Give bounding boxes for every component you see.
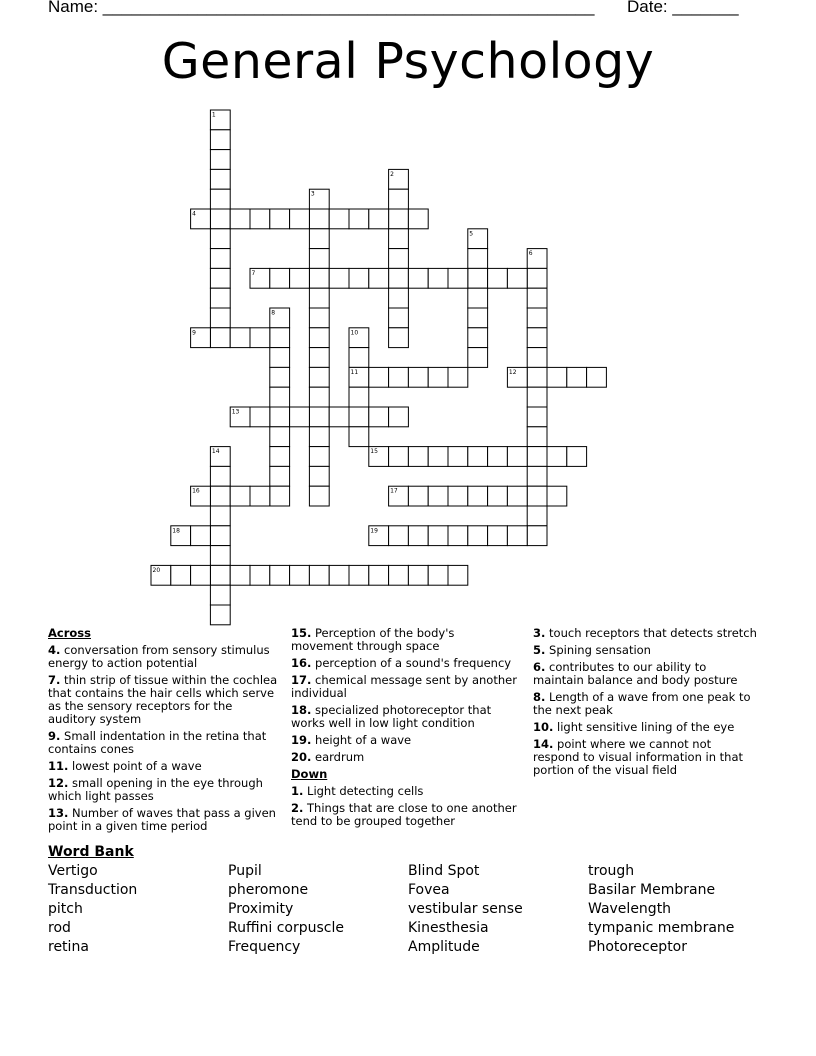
grid-cell[interactable] — [488, 268, 508, 288]
word-bank-item: Amplitude — [408, 939, 480, 955]
clue-down — [291, 802, 519, 828]
grid-cell[interactable] — [389, 328, 409, 348]
grid-cell[interactable] — [468, 348, 488, 368]
grid-cell[interactable] — [389, 565, 409, 585]
clue-text: height of a wave — [315, 733, 412, 747]
grid-cell[interactable] — [567, 367, 587, 387]
grid-cell[interactable] — [468, 526, 488, 546]
clue-text: chemical message sent by another individual — [291, 673, 517, 700]
grid-cell[interactable] — [290, 407, 310, 427]
clue-number: 18. — [291, 703, 312, 717]
grid-cell[interactable] — [527, 506, 547, 526]
grid-cell[interactable] — [270, 209, 290, 229]
grid-cell[interactable] — [428, 268, 448, 288]
clue-text: Number of waves that pass a given point in a given time period — [48, 806, 276, 833]
word-bank-item: rod — [48, 920, 71, 936]
grid-cell[interactable] — [567, 447, 587, 467]
grid-cell-number: 17 — [390, 487, 398, 495]
grid-cell[interactable] — [527, 348, 547, 368]
grid-cell[interactable] — [527, 447, 547, 467]
grid-cell[interactable] — [290, 268, 310, 288]
grid-cell[interactable] — [210, 169, 230, 189]
clue-text: perception of a sound's frequency — [315, 656, 512, 670]
clue-text: Things that are close to one another tend to be grouped together — [291, 801, 517, 828]
grid-cell[interactable] — [290, 209, 310, 229]
grid-cell-number: 20 — [152, 566, 161, 574]
grid-cell[interactable] — [210, 526, 230, 546]
grid-cell[interactable] — [527, 268, 547, 288]
grid-cell[interactable] — [309, 367, 329, 387]
grid-cell-number: 9 — [192, 329, 196, 337]
grid-cell[interactable] — [349, 348, 369, 368]
grid-cell[interactable] — [428, 486, 448, 506]
grid-cell-number: 18 — [172, 527, 180, 535]
grid-cell[interactable] — [488, 526, 508, 546]
grid-cell[interactable] — [210, 288, 230, 308]
down-heading: Down — [291, 767, 328, 781]
grid-cell[interactable] — [527, 466, 547, 486]
clue-text: Length of a wave from one peak to the next peak — [533, 690, 751, 717]
across-heading: Across — [48, 626, 91, 640]
clue-across — [48, 807, 280, 833]
grid-cell[interactable] — [270, 447, 290, 467]
grid-cell[interactable] — [210, 130, 230, 150]
grid-cell-number: 12 — [508, 368, 517, 376]
word-bank-column — [408, 862, 523, 957]
grid-cell-number: 1 — [211, 111, 216, 119]
clue-number: 11. — [48, 759, 69, 773]
clue-across — [48, 760, 280, 773]
clue-down — [533, 627, 758, 640]
grid-cell[interactable] — [210, 486, 230, 506]
word-bank-item: Transduction — [48, 882, 138, 898]
grid-cell[interactable] — [309, 348, 329, 368]
grid-cell[interactable] — [507, 268, 527, 288]
clue-across — [291, 751, 519, 764]
clue-down — [533, 738, 758, 777]
clue-across — [48, 644, 280, 670]
grid-cell[interactable] — [210, 466, 230, 486]
grid-cell-number: 8 — [271, 309, 276, 317]
clue-text: small opening in the eye through which light passes — [48, 776, 263, 803]
grid-cell[interactable] — [329, 268, 349, 288]
clue-number: 14. — [533, 737, 554, 751]
grid-cell[interactable] — [210, 546, 230, 566]
grid-cell[interactable] — [250, 486, 270, 506]
grid-cell[interactable] — [389, 209, 409, 229]
grid-cell[interactable] — [270, 268, 290, 288]
word-bank-column — [588, 862, 734, 957]
grid-cell[interactable] — [448, 367, 468, 387]
grid-cell[interactable] — [191, 526, 211, 546]
grid-cell[interactable] — [329, 407, 349, 427]
word-bank-item: tympanic membrane — [588, 920, 735, 936]
grid-cell-number: 19 — [370, 527, 378, 535]
grid-cell[interactable] — [547, 486, 567, 506]
grid-cell[interactable] — [468, 288, 488, 308]
clue-text: Small indentation in the retina that contains cones — [48, 729, 267, 756]
grid-cell-number: 10 — [350, 329, 359, 337]
grid-cell[interactable] — [468, 486, 488, 506]
grid-cell[interactable] — [507, 447, 527, 467]
grid-cell[interactable] — [448, 565, 468, 585]
grid-cell[interactable] — [468, 447, 488, 467]
grid-cell-number: 16 — [192, 487, 200, 495]
grid-cell-number: 7 — [251, 269, 256, 277]
clue-text: contributes to our ability to maintain balance and body posture — [533, 660, 738, 687]
grid-cell-number: 5 — [469, 230, 474, 238]
grid-cell[interactable] — [309, 328, 329, 348]
grid-cell[interactable] — [507, 486, 527, 506]
grid-cell[interactable] — [210, 249, 230, 269]
clue-across — [291, 704, 519, 730]
grid-cell[interactable] — [527, 407, 547, 427]
grid-cell[interactable] — [527, 288, 547, 308]
grid-cell[interactable] — [369, 268, 389, 288]
word-bank-item: Kinesthesia — [408, 920, 489, 936]
grid-cell[interactable] — [309, 249, 329, 269]
word-bank-item: pitch — [48, 901, 83, 917]
grid-cell[interactable] — [349, 407, 369, 427]
grid-cell-number: 14 — [211, 448, 220, 456]
word-bank-item: Fovea — [408, 882, 450, 898]
grid-cell[interactable] — [270, 466, 290, 486]
grid-cell[interactable] — [468, 249, 488, 269]
grid-cell[interactable] — [210, 605, 230, 625]
grid-cell[interactable] — [527, 427, 547, 447]
grid-cell[interactable] — [210, 506, 230, 526]
clue-text: Spining sensation — [549, 643, 651, 657]
grid-cell[interactable] — [309, 387, 329, 407]
grid-cell[interactable] — [349, 387, 369, 407]
grid-cell[interactable] — [210, 585, 230, 605]
grid-cell[interactable] — [210, 308, 230, 328]
clue-text: eardrum — [315, 750, 365, 764]
clue-down — [533, 644, 758, 657]
grid-cell[interactable] — [270, 348, 290, 368]
clue-number: 6. — [533, 660, 546, 674]
grid-cell[interactable] — [389, 288, 409, 308]
grid-cell[interactable] — [389, 447, 409, 467]
grid-cell[interactable] — [230, 209, 250, 229]
clue-number: 16. — [291, 656, 312, 670]
clue-number: 3. — [533, 626, 546, 640]
grid-cell[interactable] — [290, 565, 310, 585]
grid-cell[interactable] — [389, 407, 409, 427]
grid-cell[interactable] — [428, 565, 448, 585]
word-bank-item: Vertigo — [48, 863, 98, 879]
grid-cell[interactable] — [468, 328, 488, 348]
clues-column-3 — [533, 627, 758, 781]
grid-cell[interactable] — [270, 407, 290, 427]
grid-cell-number: 6 — [528, 250, 533, 258]
grid-cell-number: 11 — [350, 368, 359, 376]
date-field-label: Date: _______ — [627, 0, 739, 16]
grid-cell[interactable] — [210, 328, 230, 348]
grid-cell[interactable] — [270, 367, 290, 387]
grid-cell-number: 2 — [390, 170, 394, 178]
clue-number: 19. — [291, 733, 312, 747]
clue-number: 4. — [48, 643, 61, 657]
grid-cell[interactable] — [408, 486, 428, 506]
clue-text: light sensitive lining of the eye — [557, 720, 735, 734]
grid-cell[interactable] — [349, 427, 369, 447]
grid-cell[interactable] — [587, 367, 607, 387]
grid-cell[interactable] — [408, 268, 428, 288]
clue-text: touch receptors that detects stretch — [549, 626, 757, 640]
clue-number: 9. — [48, 729, 61, 743]
word-bank-item: pheromone — [228, 882, 309, 898]
grid-cell[interactable] — [389, 526, 409, 546]
grid-cell[interactable] — [270, 427, 290, 447]
grid-cell[interactable] — [309, 209, 329, 229]
grid-cell[interactable] — [488, 447, 508, 467]
grid-cell[interactable] — [389, 229, 409, 249]
grid-cell[interactable] — [250, 209, 270, 229]
clue-number: 7. — [48, 673, 61, 687]
grid-cell[interactable] — [389, 367, 409, 387]
grid-cell[interactable] — [468, 268, 488, 288]
grid-cell[interactable] — [507, 526, 527, 546]
grid-cell-number: 3 — [310, 190, 315, 198]
clue-number: 10. — [533, 720, 554, 734]
grid-cell[interactable] — [230, 486, 250, 506]
grid-cell[interactable] — [408, 565, 428, 585]
grid-cell[interactable] — [309, 466, 329, 486]
grid-cell[interactable] — [309, 308, 329, 328]
clue-number: 20. — [291, 750, 312, 764]
grid-cell-number: 15 — [370, 448, 378, 456]
word-bank-item: Wavelength — [588, 901, 672, 917]
grid-cell[interactable] — [270, 328, 290, 348]
clue-number: 1. — [291, 784, 304, 798]
word-bank-item: Proximity — [228, 901, 294, 917]
grid-cell[interactable] — [171, 565, 191, 585]
clues-column-1 — [48, 627, 280, 837]
grid-cell[interactable] — [250, 328, 270, 348]
grid-cell[interactable] — [389, 189, 409, 209]
clues-column-2 — [291, 627, 519, 832]
word-bank-item: Frequency — [228, 939, 301, 955]
grid-cell[interactable] — [349, 268, 369, 288]
word-bank-item: trough — [588, 863, 635, 879]
grid-cell[interactable] — [309, 565, 329, 585]
grid-cell[interactable] — [309, 447, 329, 467]
grid-cell[interactable] — [309, 268, 329, 288]
clue-across — [48, 730, 280, 756]
grid-cell[interactable] — [389, 308, 409, 328]
clue-down — [533, 691, 758, 717]
grid-cell[interactable] — [527, 486, 547, 506]
grid-cell[interactable] — [270, 486, 290, 506]
grid-cell[interactable] — [488, 486, 508, 506]
grid-cell[interactable] — [448, 268, 468, 288]
grid-cell[interactable] — [448, 447, 468, 467]
grid-cell[interactable] — [369, 209, 389, 229]
grid-cell[interactable] — [349, 565, 369, 585]
grid-cell[interactable] — [210, 268, 230, 288]
word-bank-item: Basilar Membrane — [588, 882, 716, 898]
clue-text: thin strip of tissue within the cochlea that contains the hair cells which serve as the sensory receptors for the auditory system — [48, 673, 278, 726]
clue-down — [291, 785, 519, 798]
grid-cell-number: 13 — [231, 408, 240, 416]
grid-cell[interactable] — [527, 387, 547, 407]
grid-cell[interactable] — [210, 229, 230, 249]
grid-cell[interactable] — [369, 565, 389, 585]
clue-across — [291, 657, 519, 670]
clue-down — [533, 661, 758, 687]
clue-number: 2. — [291, 801, 304, 815]
grid-cell[interactable] — [191, 565, 211, 585]
grid-cell[interactable] — [210, 189, 230, 209]
clue-text: point where we cannot not respond to visual information in that portion of the visual field — [533, 737, 744, 777]
page-title: General Psychology — [161, 33, 655, 90]
word-bank-item: Blind Spot — [408, 863, 480, 879]
clue-number: 5. — [533, 643, 546, 657]
grid-cell[interactable] — [547, 447, 567, 467]
clue-number: 12. — [48, 776, 69, 790]
clue-across — [291, 734, 519, 747]
clue-across — [48, 674, 280, 726]
word-bank-column — [48, 862, 137, 957]
word-bank-item: retina — [48, 939, 89, 955]
grid-cell[interactable] — [230, 565, 250, 585]
clue-number: 8. — [533, 690, 546, 704]
grid-cell[interactable] — [349, 209, 369, 229]
grid-cell[interactable] — [210, 150, 230, 170]
grid-cell[interactable] — [250, 565, 270, 585]
word-bank-column — [228, 862, 344, 957]
grid-cell[interactable] — [408, 209, 428, 229]
grid-cell[interactable] — [309, 407, 329, 427]
grid-cell-number: 4 — [192, 210, 196, 218]
clue-across — [291, 627, 519, 653]
grid-cell[interactable] — [329, 565, 349, 585]
grid-cell[interactable] — [527, 308, 547, 328]
grid-cell[interactable] — [309, 427, 329, 447]
name-field-label: Name: ____________________________________________________ — [48, 0, 595, 16]
grid-cell[interactable] — [250, 407, 270, 427]
grid-cell[interactable] — [270, 387, 290, 407]
grid-cell[interactable] — [270, 565, 290, 585]
grid-cell[interactable] — [448, 526, 468, 546]
grid-cell[interactable] — [547, 367, 567, 387]
grid-cell[interactable] — [468, 308, 488, 328]
grid-cell[interactable] — [309, 229, 329, 249]
word-bank-heading: Word Bank — [48, 844, 134, 860]
grid-cell[interactable] — [428, 447, 448, 467]
clue-text: conversation from sensory stimulus energy to action potential — [48, 643, 270, 670]
grid-cell[interactable] — [428, 526, 448, 546]
grid-cell[interactable] — [408, 367, 428, 387]
clue-number: 15. — [291, 626, 312, 640]
clue-text: Light detecting cells — [307, 784, 424, 798]
grid-cell[interactable] — [527, 367, 547, 387]
grid-cell[interactable] — [408, 447, 428, 467]
grid-cell[interactable] — [408, 526, 428, 546]
grid-cell[interactable] — [527, 526, 547, 546]
grid-cell[interactable] — [369, 407, 389, 427]
clue-text: lowest point of a wave — [72, 759, 202, 773]
grid-cell[interactable] — [448, 486, 468, 506]
clue-down — [533, 721, 758, 734]
clue-text: Perception of the body's movement through space — [291, 626, 455, 653]
grid-cell[interactable] — [309, 486, 329, 506]
grid-cell[interactable] — [210, 565, 230, 585]
grid-cell[interactable] — [309, 288, 329, 308]
grid-cell[interactable] — [527, 328, 547, 348]
word-bank-item: Pupil — [228, 863, 262, 879]
clue-text: specialized photoreceptor that works well in low light condition — [291, 703, 492, 730]
clue-across — [48, 777, 280, 803]
grid-cell[interactable] — [389, 268, 409, 288]
clue-number: 17. — [291, 673, 312, 687]
grid-cell[interactable] — [329, 209, 349, 229]
grid-cell[interactable] — [389, 249, 409, 269]
word-bank-item: vestibular sense — [408, 901, 523, 917]
word-bank-item: Photoreceptor — [588, 939, 688, 955]
clue-number: 13. — [48, 806, 69, 820]
grid-cell[interactable] — [428, 367, 448, 387]
grid-cell[interactable] — [210, 209, 230, 229]
grid-cell[interactable] — [369, 367, 389, 387]
grid-cell[interactable] — [230, 328, 250, 348]
clue-across — [291, 674, 519, 700]
word-bank-item: Ruffini corpuscle — [228, 920, 344, 936]
